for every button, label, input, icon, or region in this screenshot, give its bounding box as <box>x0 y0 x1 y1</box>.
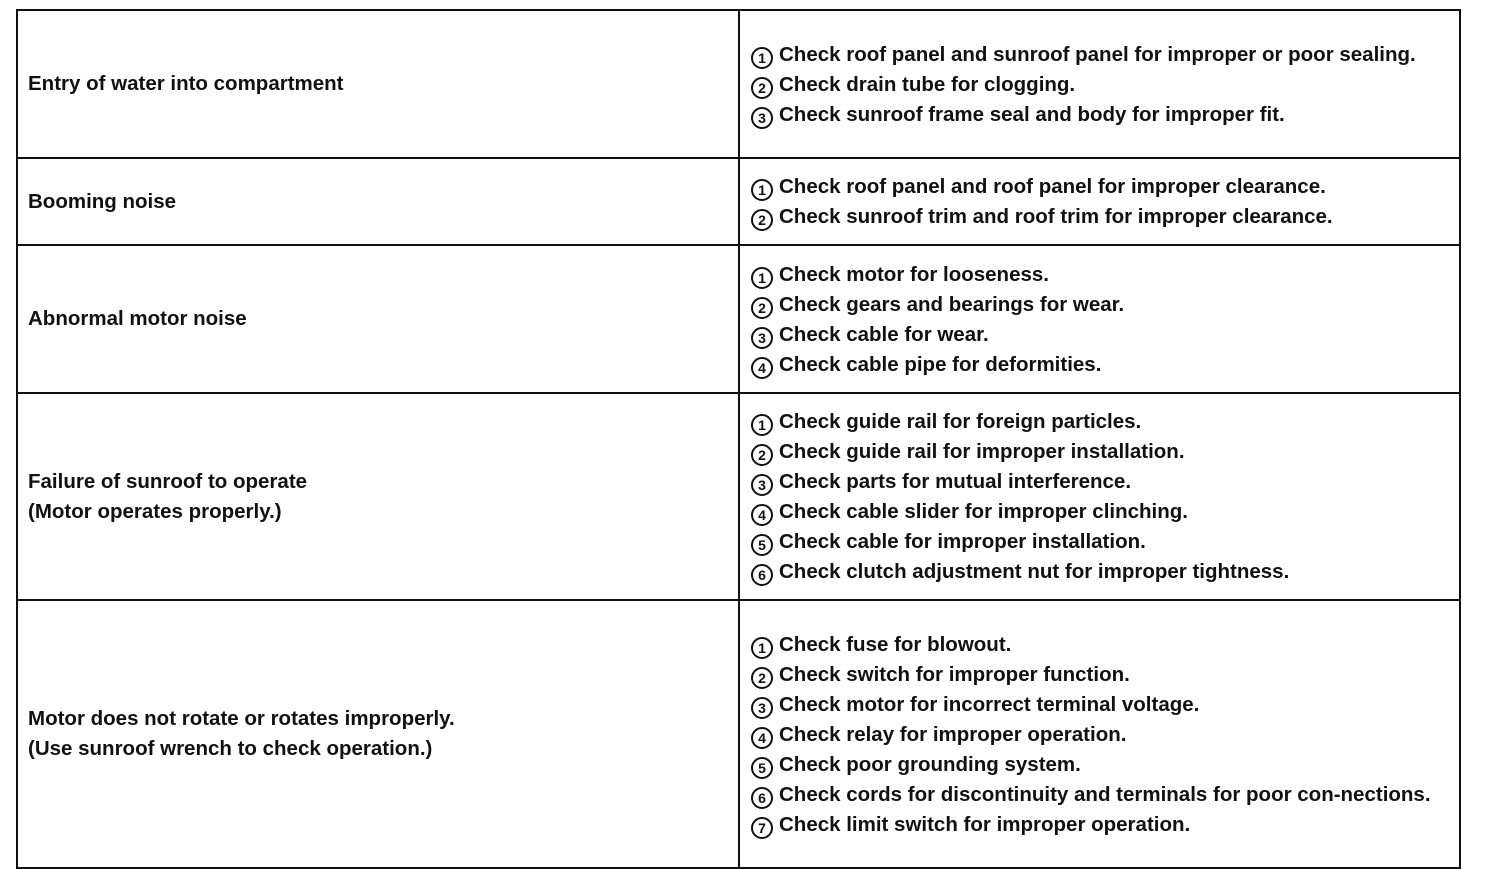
circled-number: 6 <box>751 787 773 809</box>
check-item <box>749 172 1447 202</box>
check-item <box>749 202 1447 232</box>
check-text: Check drain tube for clogging. <box>779 72 1076 96</box>
symptom-text: Motor does not rotate or rotates improperly. <box>28 707 455 730</box>
circled-number: 1 <box>751 414 773 436</box>
check-item <box>749 407 1447 437</box>
symptom-cell <box>17 158 739 245</box>
check-text: Check cable for wear. <box>779 322 989 346</box>
symptom-text: Failure of sunroof to operate <box>28 469 308 493</box>
table-row <box>17 158 1460 245</box>
check-text: Check cable slider for improper clinching. <box>779 500 1188 523</box>
table-row <box>17 10 1460 158</box>
circled-number: 3 <box>751 107 773 129</box>
check-text: Check cable for improper installation. <box>779 530 1146 553</box>
check-text: Check sunroof frame seal and body for improper fit. <box>779 102 1285 126</box>
table-row <box>17 393 1460 600</box>
check-text: Check roof panel and roof panel for improper clearance. <box>779 175 1326 198</box>
circled-number: 3 <box>751 474 773 496</box>
symptom-note: (Use sunroof wrench to check operation.) <box>28 737 433 760</box>
check-list <box>739 393 1460 600</box>
circled-number: 7 <box>751 817 773 839</box>
circled-number: 2 <box>751 444 773 466</box>
circled-number: 5 <box>751 534 773 556</box>
check-item <box>749 720 1447 750</box>
check-text: Check poor grounding system. <box>779 752 1081 776</box>
symptom-cell <box>17 393 739 600</box>
circled-number: 1 <box>751 267 773 289</box>
circled-number: 3 <box>751 327 773 349</box>
check-item <box>749 320 1447 350</box>
circled-number: 4 <box>751 357 773 379</box>
symptom-text: Booming noise <box>28 189 177 213</box>
circled-number: 4 <box>751 727 773 749</box>
check-item <box>749 437 1447 467</box>
circled-number: 3 <box>751 697 773 719</box>
circled-number: 4 <box>751 504 773 526</box>
symptom-text: Abnormal motor noise <box>28 307 247 330</box>
table-row <box>17 245 1460 393</box>
check-text: Check relay for improper operation. <box>779 722 1127 746</box>
check-item <box>749 527 1447 557</box>
check-item <box>749 497 1447 527</box>
check-list <box>739 245 1460 393</box>
check-item <box>749 810 1447 840</box>
check-text: Check cords for discontinuity and terminals for poor con-nections. <box>779 782 1431 806</box>
check-text: Check sunroof trim and roof trim for improper clearance. <box>779 205 1333 228</box>
check-item <box>749 690 1447 720</box>
check-item <box>749 350 1447 380</box>
check-text: Check motor for incorrect terminal voltage. <box>779 692 1200 716</box>
symptom-cell <box>17 10 739 158</box>
symptom-note: (Motor operates properly.) <box>28 499 282 523</box>
check-text: Check roof panel and sunroof panel for improper or poor sealing. <box>779 42 1416 66</box>
circled-number: 1 <box>751 47 773 69</box>
check-item <box>749 630 1447 660</box>
symptom-cell <box>17 245 739 393</box>
check-item <box>749 750 1447 780</box>
check-item <box>749 780 1447 810</box>
circled-number: 1 <box>751 637 773 659</box>
check-item <box>749 660 1447 690</box>
check-item <box>749 557 1447 587</box>
check-text: Check limit switch for improper operation. <box>779 812 1191 836</box>
check-item <box>749 260 1447 290</box>
check-text: Check parts for mutual interference. <box>779 470 1132 493</box>
circled-number: 6 <box>751 564 773 586</box>
symptom-cell <box>17 600 739 868</box>
symptom-text: Entry of water into compartment <box>28 72 344 95</box>
check-item <box>749 100 1447 130</box>
check-text: Check motor for looseness. <box>779 262 1049 286</box>
check-text: Check gears and bearings for wear. <box>779 292 1125 316</box>
check-list <box>739 158 1460 245</box>
check-item <box>749 40 1447 70</box>
troubleshooting-table <box>16 9 1461 869</box>
circled-number: 1 <box>751 179 773 201</box>
circled-number: 2 <box>751 297 773 319</box>
circled-number: 2 <box>751 209 773 231</box>
check-item <box>749 290 1447 320</box>
check-item <box>749 70 1447 100</box>
circled-number: 5 <box>751 757 773 779</box>
check-text: Check guide rail for foreign particles. <box>779 410 1142 433</box>
circled-number: 2 <box>751 667 773 689</box>
check-text: Check clutch adjustment nut for improper tightness. <box>779 560 1290 583</box>
check-list <box>739 600 1460 868</box>
table-row <box>17 600 1460 868</box>
check-text: Check guide rail for improper installation. <box>779 440 1185 463</box>
check-item <box>749 467 1447 497</box>
check-list <box>739 10 1460 158</box>
check-text: Check cable pipe for deformities. <box>779 352 1102 376</box>
check-text: Check fuse for blowout. <box>779 632 1012 656</box>
circled-number: 2 <box>751 77 773 99</box>
check-text: Check switch for improper function. <box>779 662 1130 686</box>
